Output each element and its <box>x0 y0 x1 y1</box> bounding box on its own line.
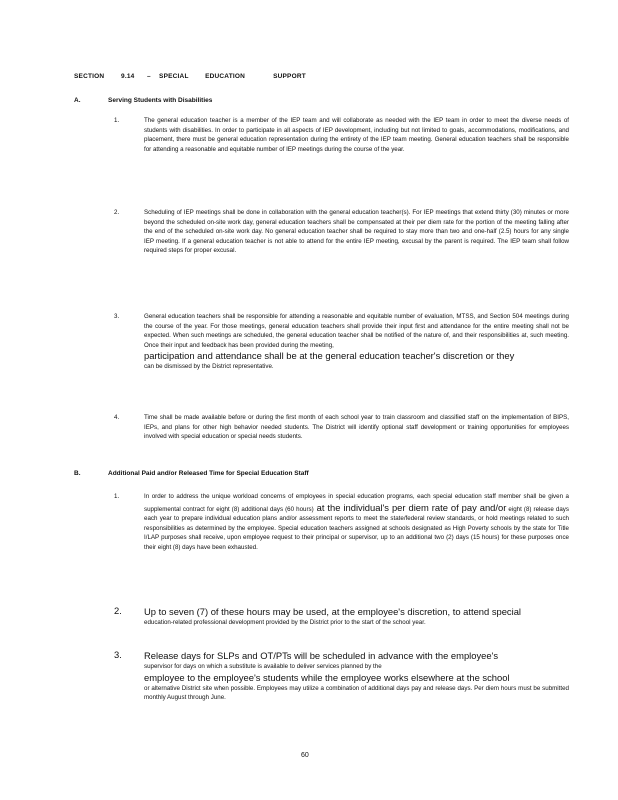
item-text-large: at the individual's per diem rate of pay and/or <box>313 501 507 513</box>
heading-word-education: EDUCATION <box>205 73 246 80</box>
item-text-large: participation and attendance shall be at the general education teacher's discretion or they <box>144 350 515 362</box>
item-text-mid: supervisor for days on which a substitute is available to deliver services planned by the <box>144 663 382 670</box>
heading-word-support: SUPPORT <box>273 73 306 80</box>
list-item-a4 <box>114 413 569 463</box>
list-item-a2 <box>114 208 569 302</box>
list-item-b1 <box>114 492 569 596</box>
section-heading <box>74 73 306 80</box>
item-number: 2. <box>114 209 120 216</box>
item-text-large: Release days for SLPs and OT/PTs will be scheduled in advance with the employee's <box>144 650 499 661</box>
subsection-a-title: Serving Students with Disabilities <box>108 97 213 104</box>
heading-word-special: SPECIAL <box>159 73 189 80</box>
section-dash: – <box>147 73 151 80</box>
page-number: 60 <box>301 752 309 759</box>
item-text-continued: eight (8) release days each year to prepare individual education plans and/or assessment reports to meet the state/federal review standards, or hold meetings related to such responsibilities as determined by the employee. Special education teachers assigned at schools designated as High Poverty schools by the state for Title I/LAP purposes shall receive, upon employee request to their principal or supervisor, up to an additional two (2) days (15 hours) for these purposes once their eight (8) days have been exhausted. <box>144 505 569 551</box>
section-number: 9.14 <box>121 73 135 80</box>
item-number: 3. <box>114 649 122 660</box>
item-text: Time shall be made available before or during the first month of each school year to train classroom and classified staff on the implementation of BIPS, IEPs, and plans for other high behavior needed students. The District will identify optional staff development or training opportunities for employees involved with special education or special needs students. <box>144 414 569 441</box>
item-number: 1. <box>114 117 120 124</box>
subsection-b-title: Additional Paid and/or Released Time for Special Education Staff <box>108 470 309 477</box>
item-text-tail: can be dismissed by the District representative. <box>144 363 274 371</box>
item-text: General education teachers shall be responsible for attending a reasonable and equitable number of evaluation, MTSS, and Section 504 meetings during the course of the year. For those meetings, general education teachers shall provide their input first and attendance for the entire meeting shall not be expected. When such meetings are scheduled, the general education teacher shall be notified of the nature of, and their responsibilities at, such meeting. Once their input and feedback has been provided during the meeting, <box>144 313 569 349</box>
item-number: 1. <box>114 493 120 500</box>
item-text-tail: or alternative District site when possible. Employees may utilize a combination of additional days pay and release days. Per diem hours must be submitted monthly August through June. <box>144 684 569 702</box>
item-text-large: Up to seven (7) of these hours may be used, at the employee's discretion, to attend special <box>144 606 522 617</box>
list-item-a3 <box>114 312 569 402</box>
section-label: SECTION <box>74 73 105 80</box>
item-text: In order to address the unique workload concerns of employees in special education programs, each special education staff member shall be given a supplemental contract for eight (8) additional days (60 hours) <box>144 493 569 513</box>
subsection-a-letter: A. <box>74 97 81 104</box>
item-text-tail: education-related professional development provided by the District prior to the start of the school year. <box>144 619 426 626</box>
list-item-a1 <box>114 116 569 196</box>
item-text: The general education teacher is a member of the IEP team and will collaborate as needed with the IEP team in order to meet the diverse needs of students with disabilities. In order to participate in all aspects of IEP development, including but not limited to goals, accommodations, modifications, and placement, there must be general education representation during the entirety of the IEP team meeting. General education teachers shall be responsible for attending a reasonable and equitable number of IEP meetings during the course of the year. <box>144 117 569 153</box>
item-number: 4. <box>114 414 120 421</box>
item-text: Scheduling of IEP meetings shall be done in collaboration with the general education teacher(s). For IEP meetings that extend thirty (30) minutes or more beyond the scheduled on-site work day, general education teachers shall be compensated at their per diem rate for the portion of the meeting falling after the end of the scheduled on-site work day. No general education teacher shall be required to stay more than two and one-half (2.5) hours for any single IEP meeting. If a general education teacher is not able to attend for the entire IEP meeting, excusal by the parent is required. The IEP team shall follow required steps for proper excusal. <box>144 209 569 255</box>
item-number: 2. <box>114 605 122 616</box>
list-item-b3 <box>114 650 569 722</box>
item-number: 3. <box>114 313 120 320</box>
item-text-large-2: employee to the employee's students while the employee works elsewhere at the school <box>144 671 510 683</box>
list-item-b2 <box>114 606 569 640</box>
subsection-b-letter: B. <box>74 470 81 477</box>
